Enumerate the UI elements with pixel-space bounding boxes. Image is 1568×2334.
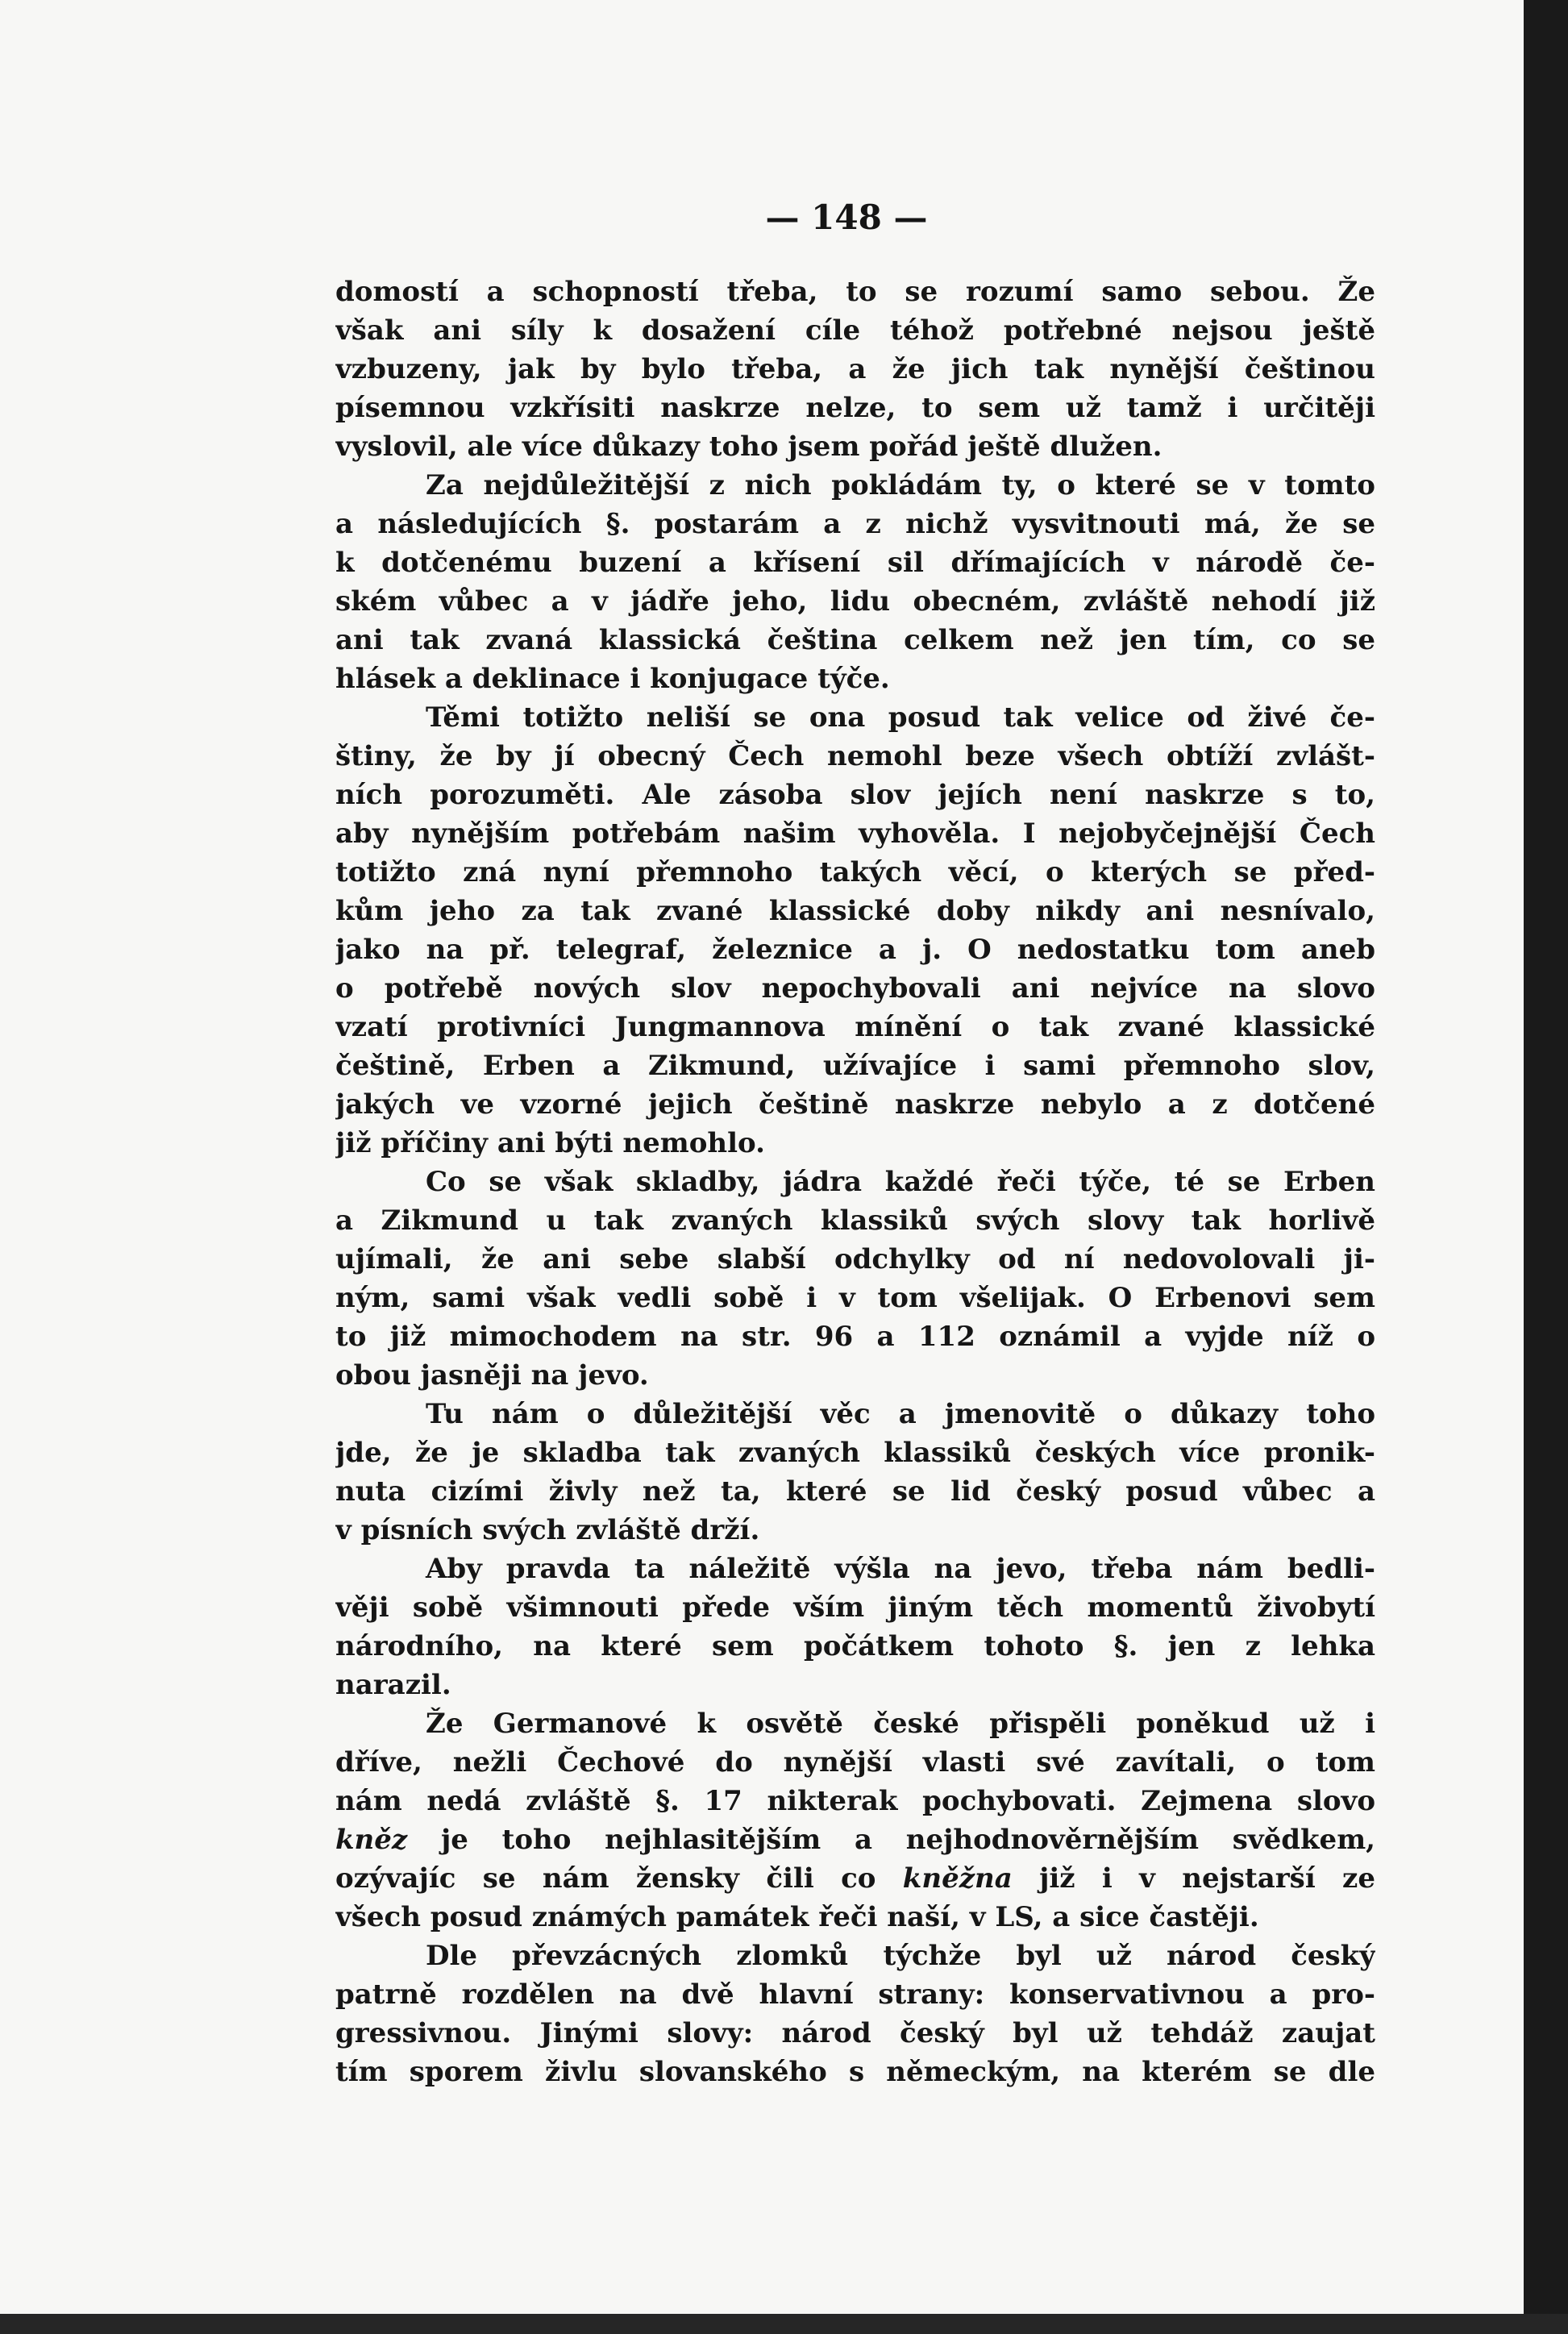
text-line: hlásek a deklinace i konjugace týče. xyxy=(335,663,890,695)
text-line: vyslovil, ale více důkazy toho jsem pořád ještě dlužen. xyxy=(335,431,1162,463)
text-line: však ani síly k dosažení cíle téhož potřebné nejsou ještě xyxy=(335,314,1375,347)
text-line: nuta cizími živly než ta, které se lid český posud vůbec a xyxy=(335,1475,1375,1508)
text-line: a následujících §. postarám a z nichž vysvitnouti má, že se xyxy=(335,508,1375,540)
text-line: kům jeho za tak zvané klassické doby nikdy ani nesnívalo, xyxy=(335,895,1375,927)
text-line: jako na př. telegraf, železnice a j. O nedostatku tom aneb xyxy=(335,934,1375,966)
text-line: ani tak zvaná klassická čeština celkem než jen tím, co se xyxy=(335,624,1375,656)
text-line: gressivnou. Jinými slovy: národ český byl už tehdáž zaujat xyxy=(335,2017,1375,2049)
text-line: češtině, Erben a Zikmund, užívajíce i sami přemnoho slov, xyxy=(335,1050,1375,1082)
text-line xyxy=(335,1820,1375,1859)
text-line: narazil. xyxy=(335,1669,451,1701)
text-line: Tu nám o důležitější věc a jmenovitě o důkazy toho xyxy=(426,1398,1375,1430)
text-line: aby nynějším potřebám našim vyhověla. I nejobyčejnější Čech xyxy=(335,818,1375,850)
text-line: písemnou vzkřísiti naskrze nelze, to sem už tamž i určitěji xyxy=(335,392,1375,424)
italic-term: kněz xyxy=(335,1824,408,1856)
text-line: Že Germanové k osvětě české přispěli poněkud už i xyxy=(426,1708,1375,1740)
text-line: věji sobě všimnouti přede vším jiným těch momentů živobytí xyxy=(335,1591,1375,1624)
text-line: tím sporem živlu slovanského s německým, na kterém se dle xyxy=(335,2056,1375,2088)
body-text xyxy=(335,273,1375,2091)
text-line: nám nedá zvláště §. 17 nikterak pochybovati. Zejmena slovo xyxy=(335,1785,1375,1817)
text-line: všech posud známých památek řeči naší, v LS, a sice častěji. xyxy=(335,1901,1259,1933)
page-number: — 148 — xyxy=(765,198,928,237)
text-line-part: je toho nejhlasitějším a nejhodnověrnějším svědkem, xyxy=(407,1824,1375,1856)
text-line: obou jasněji na jevo. xyxy=(335,1359,649,1392)
text-line: to již mimochodem na str. 96 a 112 oznámil a vyjde níž o xyxy=(335,1321,1375,1353)
text-line: jakých ve vzorné jejich češtině naskrze nebylo a z dotčené xyxy=(335,1088,1375,1121)
text-line: ních porozuměti. Ale zásoba slov jejích není naskrze s to, xyxy=(335,779,1375,811)
text-line: k dotčenému buzení a křísení sil dřímajících v národě če- xyxy=(335,547,1375,579)
text-line: patrně rozdělen na dvě hlavní strany: konservativnou a pro- xyxy=(335,1978,1375,2011)
text-line-part: ozývajíc se nám žensky čili co xyxy=(335,1862,903,1895)
text-line: Aby pravda ta náležitě výšla na jevo, třeba nám bedli- xyxy=(426,1553,1375,1585)
text-line xyxy=(335,1859,1375,1898)
scan-edge-right xyxy=(1524,0,1568,2334)
text-line: národního, na které sem počátkem tohoto §. jen z lehka xyxy=(335,1630,1375,1662)
text-line: štiny, že by jí obecný Čech nemohl beze všech obtíží zvlášt- xyxy=(335,740,1375,772)
text-line: a Zikmund u tak zvaných klassiků svých slovy tak horlivě xyxy=(335,1204,1375,1237)
text-line: Za nejdůležitější z nich pokládám ty, o které se v tomto xyxy=(426,469,1375,501)
text-line: o potřebě nových slov nepochybovali ani nejvíce na slovo xyxy=(335,972,1375,1005)
text-line: vzbuzeny, jak by bylo třeba, a že jich tak nynější češtinou xyxy=(335,353,1375,385)
text-line: totižto zná nyní přemnoho takých věcí, o kterých se před- xyxy=(335,856,1375,888)
text-line: dříve, nežli Čechové do nynější vlasti své zavítali, o tom xyxy=(335,1746,1375,1779)
text-line: ském vůbec a v jádře jeho, lidu obecném, zvláště nehodí již xyxy=(335,585,1375,618)
scan-edge-bottom xyxy=(0,2314,1568,2334)
text-line: ujímali, že ani sebe slabší odchylky od ní nedovolovali ji- xyxy=(335,1243,1375,1275)
text-line-part: již i v nejstarší ze xyxy=(1012,1862,1375,1895)
text-line: Dle převzácných zlomků týchže byl už národ český xyxy=(426,1940,1375,1972)
text-line: Co se však skladby, jádra každé řeči týče, té se Erben xyxy=(426,1166,1375,1198)
text-line: vzatí protivníci Jungmannova mínění o tak zvané klassické xyxy=(335,1011,1375,1043)
italic-term: kněžna xyxy=(902,1862,1013,1895)
text-line: Těmi totižto neliší se ona posud tak velice od živé če- xyxy=(426,701,1375,734)
text-line: v písních svých zvláště drží. xyxy=(335,1514,760,1546)
text-line: domostí a schopností třeba, to se rozumí samo sebou. Že xyxy=(335,276,1375,308)
text-line: ným, sami však vedli sobě i v tom všelijak. O Erbenovi sem xyxy=(335,1282,1375,1314)
text-line: již příčiny ani býti nemohlo. xyxy=(335,1127,765,1159)
text-line: jde, že je skladba tak zvaných klassiků českých více pronik- xyxy=(335,1437,1375,1469)
